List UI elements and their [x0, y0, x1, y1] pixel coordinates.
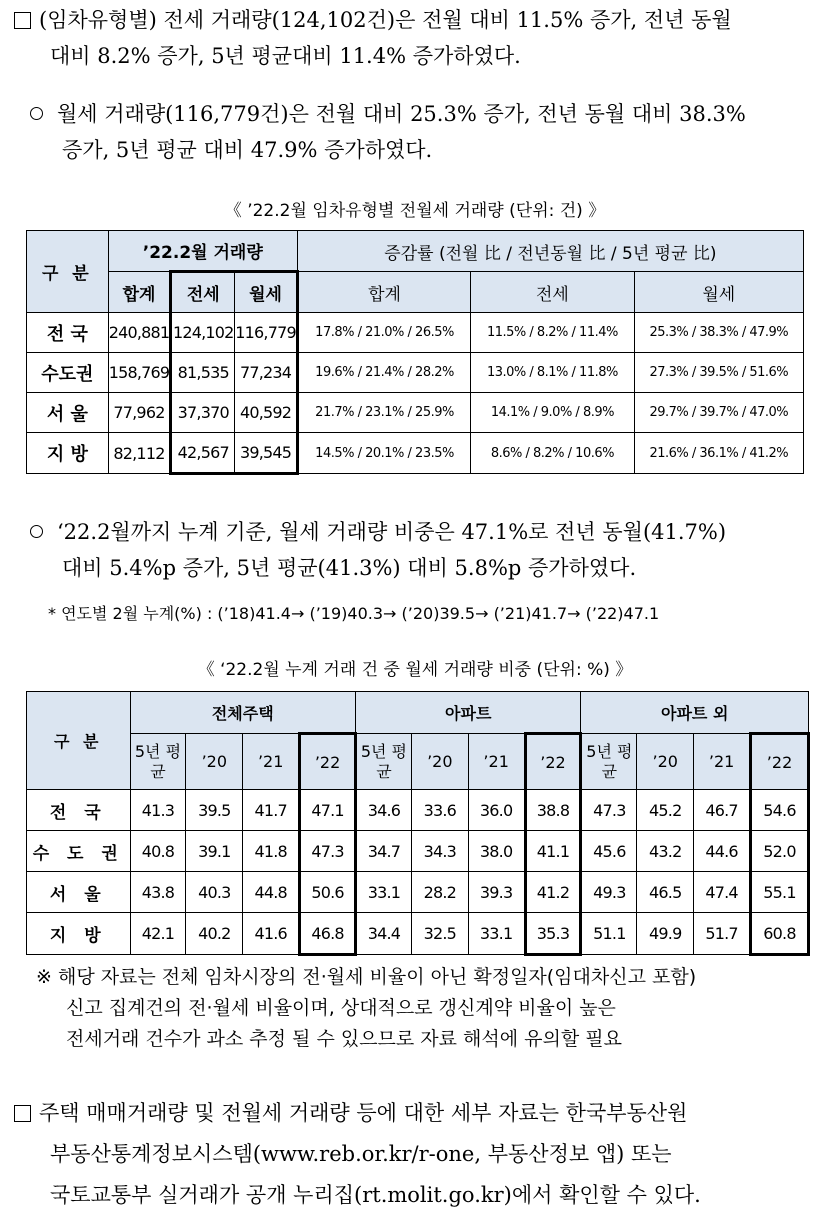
t1-cell-jeonse: 124,102 — [171, 313, 235, 353]
t1-row-name: 수도권 — [27, 353, 109, 393]
t2-row-name: 전 국 — [27, 790, 131, 831]
t2-sub-21: ’21 — [694, 734, 751, 790]
para3-line1: ‘22.2월까지 누계 기준, 월세 거래량 비중은 47.1%로 전년 동월(41.7%) — [57, 520, 727, 544]
t2-sub-20: ’20 — [186, 734, 243, 790]
paragraph-2 — [30, 96, 825, 168]
t1-cell-rate-jeonse: 11.5% / 8.2% / 11.4% — [471, 313, 634, 353]
t1-cell-wolse: 39,545 — [235, 433, 298, 474]
t2-cell-value: 46.8 — [300, 913, 356, 955]
t1-header-gubun: 구 분 — [27, 231, 109, 313]
t1-cell-wolse: 77,234 — [235, 353, 298, 393]
t2-cell-value: 34.6 — [355, 790, 411, 831]
t2-cell-value: 51.7 — [694, 913, 751, 955]
t1-row-name: 지 방 — [27, 433, 109, 474]
para2-line1: 월세 거래량(116,779건)은 전월 대비 25.3% 증가, 전년 동월 대비 38.3% — [57, 102, 746, 126]
t2-cell-value: 47.3 — [300, 831, 356, 872]
t2-group-apt: 아파트 — [355, 692, 580, 734]
t1-cell-rate-jeonse: 13.0% / 8.1% / 11.8% — [471, 353, 634, 393]
t2-row-name: 서 울 — [27, 872, 131, 913]
t2-sub-5yr: 5년 평균 — [355, 734, 411, 790]
t2-cell-value: 43.2 — [637, 831, 694, 872]
t1-sub-total: 합계 — [108, 272, 171, 313]
t2-cell-value: 46.5 — [637, 872, 694, 913]
table-row — [27, 913, 809, 955]
note-line1: ※ 해당 자료는 전체 임차시장의 전·월세 비율이 아닌 확정일자(임대차신고 포함) — [36, 966, 697, 988]
t1-row-name: 전 국 — [27, 313, 109, 353]
t2-cell-value: 33.6 — [411, 790, 468, 831]
t1-header-volume: ’22.2월 거래량 — [108, 231, 297, 272]
t1-cell-rate-wolse: 25.3% / 38.3% / 47.9% — [634, 313, 803, 353]
t2-cell-value: 40.2 — [186, 913, 243, 955]
t1-cell-rate-total: 21.7% / 23.1% / 25.9% — [297, 393, 470, 433]
para3-line2: 대비 5.4%p 증가, 5년 평균(41.3%) 대비 5.8%p 증가하였다. — [62, 556, 637, 580]
paragraph-1 — [14, 2, 824, 74]
t1-cell-rate-total: 14.5% / 20.1% / 23.5% — [297, 433, 470, 474]
t2-cell-value: 49.3 — [581, 872, 637, 913]
table-row — [27, 353, 804, 393]
t1-cell-jeonse: 42,567 — [171, 433, 235, 474]
table-row — [27, 790, 809, 831]
table-row — [27, 831, 809, 872]
t2-cell-value: 55.1 — [751, 872, 809, 913]
circle-bullet-icon — [30, 525, 43, 538]
paragraph-3 — [30, 514, 825, 586]
para4-line1: 주택 매매거래량 및 전월세 거래량 등에 대한 세부 자료는 한국부동산원 — [39, 1101, 688, 1125]
checkbox-square-icon — [14, 12, 31, 29]
note-line2: 신고 집계건의 전·월세 비율이며, 상대적으로 갱신계약 비율이 높은 — [66, 997, 616, 1019]
t1-cell-total: 82,112 — [108, 433, 171, 474]
table-row — [27, 313, 804, 353]
circle-bullet-icon — [30, 107, 43, 120]
t1-cell-total: 158,769 — [108, 353, 171, 393]
t1-cell-wolse: 116,779 — [235, 313, 298, 353]
t2-cell-value: 33.1 — [468, 913, 525, 955]
t2-cell-value: 42.1 — [130, 913, 186, 955]
t2-cell-value: 39.1 — [186, 831, 243, 872]
t2-sub-21: ’21 — [468, 734, 525, 790]
t2-cell-value: 41.8 — [243, 831, 300, 872]
t2-cell-value: 49.9 — [637, 913, 694, 955]
t2-group-all: 전체주택 — [130, 692, 355, 734]
note-line3: 전세거래 건수가 과소 추정 될 수 있으므로 자료 해석에 유의할 필요 — [66, 1028, 622, 1050]
t2-cell-value: 45.2 — [637, 790, 694, 831]
t2-row-name: 수 도 권 — [27, 831, 131, 872]
t2-row-name: 지 방 — [27, 913, 131, 955]
t2-cell-value: 40.8 — [130, 831, 186, 872]
t1-cell-rate-jeonse: 8.6% / 8.2% / 10.6% — [471, 433, 634, 474]
t1-cell-wolse: 40,592 — [235, 393, 298, 433]
t2-cell-value: 39.3 — [468, 872, 525, 913]
t2-cell-value: 34.3 — [411, 831, 468, 872]
t1-cell-rate-total: 19.6% / 21.4% / 28.2% — [297, 353, 470, 393]
table-wolse-share — [26, 691, 810, 956]
note-block — [36, 962, 826, 1055]
t2-sub-20: ’20 — [411, 734, 468, 790]
t1-sub-wolse: 월세 — [235, 272, 298, 313]
t1-cell-total: 77,962 — [108, 393, 171, 433]
t2-cell-value: 60.8 — [751, 913, 809, 955]
t2-cell-value: 46.7 — [694, 790, 751, 831]
t1-cell-jeonse: 81,535 — [171, 353, 235, 393]
t2-sub-20: ’20 — [637, 734, 694, 790]
t1-row-name: 서 울 — [27, 393, 109, 433]
t2-cell-value: 32.5 — [411, 913, 468, 955]
t2-cell-value: 50.6 — [300, 872, 356, 913]
t2-header-gubun: 구 분 — [27, 692, 131, 790]
t2-cell-value: 44.6 — [694, 831, 751, 872]
para1-line2: 대비 8.2% 증가, 5년 평균대비 11.4% 증가하였다. — [50, 44, 521, 68]
t2-cell-value: 33.1 — [355, 872, 411, 913]
t1-sub-rate-total: 합계 — [297, 272, 470, 313]
t1-cell-jeonse: 37,370 — [171, 393, 235, 433]
para4-line3: 국토교통부 실거래가 공개 누리집(rt.molit.go.kr)에서 확인할 수 있다. — [50, 1183, 701, 1207]
t1-sub-rate-jeonse: 전세 — [471, 272, 634, 313]
t2-cell-value: 43.8 — [130, 872, 186, 913]
t2-cell-value: 44.8 — [243, 872, 300, 913]
paragraph-4 — [14, 1093, 824, 1216]
para4-line2: 부동산통계정보시스템(www.reb.or.kr/r-one, 부동산정보 앱) 또는 — [50, 1142, 672, 1166]
para1-line1-text: (임차유형별) 전세 거래량(124,102건)은 전월 대비 11.5% 증가, 전년 동월 — [39, 8, 732, 32]
t2-cell-value: 52.0 — [751, 831, 809, 872]
checkbox-square-icon — [14, 1105, 31, 1122]
t2-cell-value: 38.0 — [468, 831, 525, 872]
t1-header-rate: 증감률 (전월 比 / 전년동월 比 / 5년 평균 比) — [297, 231, 803, 272]
table1-caption: 《 ’22.2월 임차유형별 전월세 거래량 (단위: 건) 》 — [224, 201, 606, 221]
t2-cell-value: 41.7 — [243, 790, 300, 831]
t1-cell-rate-wolse: 27.3% / 39.5% / 51.6% — [634, 353, 803, 393]
table-row — [27, 393, 804, 433]
t2-cell-value: 34.7 — [355, 831, 411, 872]
t1-cell-total: 240,881 — [108, 313, 171, 353]
t1-cell-rate-wolse: 21.6% / 36.1% / 41.2% — [634, 433, 803, 474]
t2-group-non-apt: 아파트 외 — [581, 692, 809, 734]
t1-sub-rate-wolse: 월세 — [634, 272, 803, 313]
t1-cell-rate-total: 17.8% / 21.0% / 26.5% — [297, 313, 470, 353]
t2-cell-value: 38.8 — [525, 790, 581, 831]
para3-footnote: * 연도별 2월 누계(%) : (’18)41.4→ (’19)40.3→ (’20)39.5→ (’21)41.7→ (’22)47.1 — [48, 604, 660, 623]
table-row — [27, 433, 804, 474]
t2-cell-value: 47.3 — [581, 790, 637, 831]
t2-sub-22: ’22 — [525, 734, 581, 790]
para1-line1 — [14, 2, 824, 38]
t2-cell-value: 40.3 — [186, 872, 243, 913]
t2-cell-value: 54.6 — [751, 790, 809, 831]
t2-sub-22: ’22 — [300, 734, 356, 790]
t2-cell-value: 45.6 — [581, 831, 637, 872]
t2-cell-value: 41.3 — [130, 790, 186, 831]
table-row — [27, 872, 809, 913]
t2-sub-21: ’21 — [243, 734, 300, 790]
t1-sub-jeonse: 전세 — [171, 272, 235, 313]
t2-sub-5yr: 5년 평균 — [130, 734, 186, 790]
t2-cell-value: 36.0 — [468, 790, 525, 831]
t2-cell-value: 47.1 — [300, 790, 356, 831]
table-monthly-volume — [26, 230, 804, 475]
t2-cell-value: 41.1 — [525, 831, 581, 872]
t2-cell-value: 51.1 — [581, 913, 637, 955]
t2-cell-value: 34.4 — [355, 913, 411, 955]
table2-caption: 《 ‘22.2월 누계 거래 건 중 월세 거래량 비중 (단위: %) 》 — [197, 660, 633, 680]
t2-cell-value: 41.6 — [243, 913, 300, 955]
t2-cell-value: 41.2 — [525, 872, 581, 913]
para2-line2: 증가, 5년 평균 대비 47.9% 증가하였다. — [62, 138, 433, 162]
t2-cell-value: 39.5 — [186, 790, 243, 831]
t2-cell-value: 28.2 — [411, 872, 468, 913]
t1-cell-rate-wolse: 29.7% / 39.7% / 47.0% — [634, 393, 803, 433]
t2-sub-22: ’22 — [751, 734, 809, 790]
t2-cell-value: 35.3 — [525, 913, 581, 955]
t2-cell-value: 47.4 — [694, 872, 751, 913]
t1-cell-rate-jeonse: 14.1% / 9.0% / 8.9% — [471, 393, 634, 433]
t2-sub-5yr: 5년 평균 — [581, 734, 637, 790]
